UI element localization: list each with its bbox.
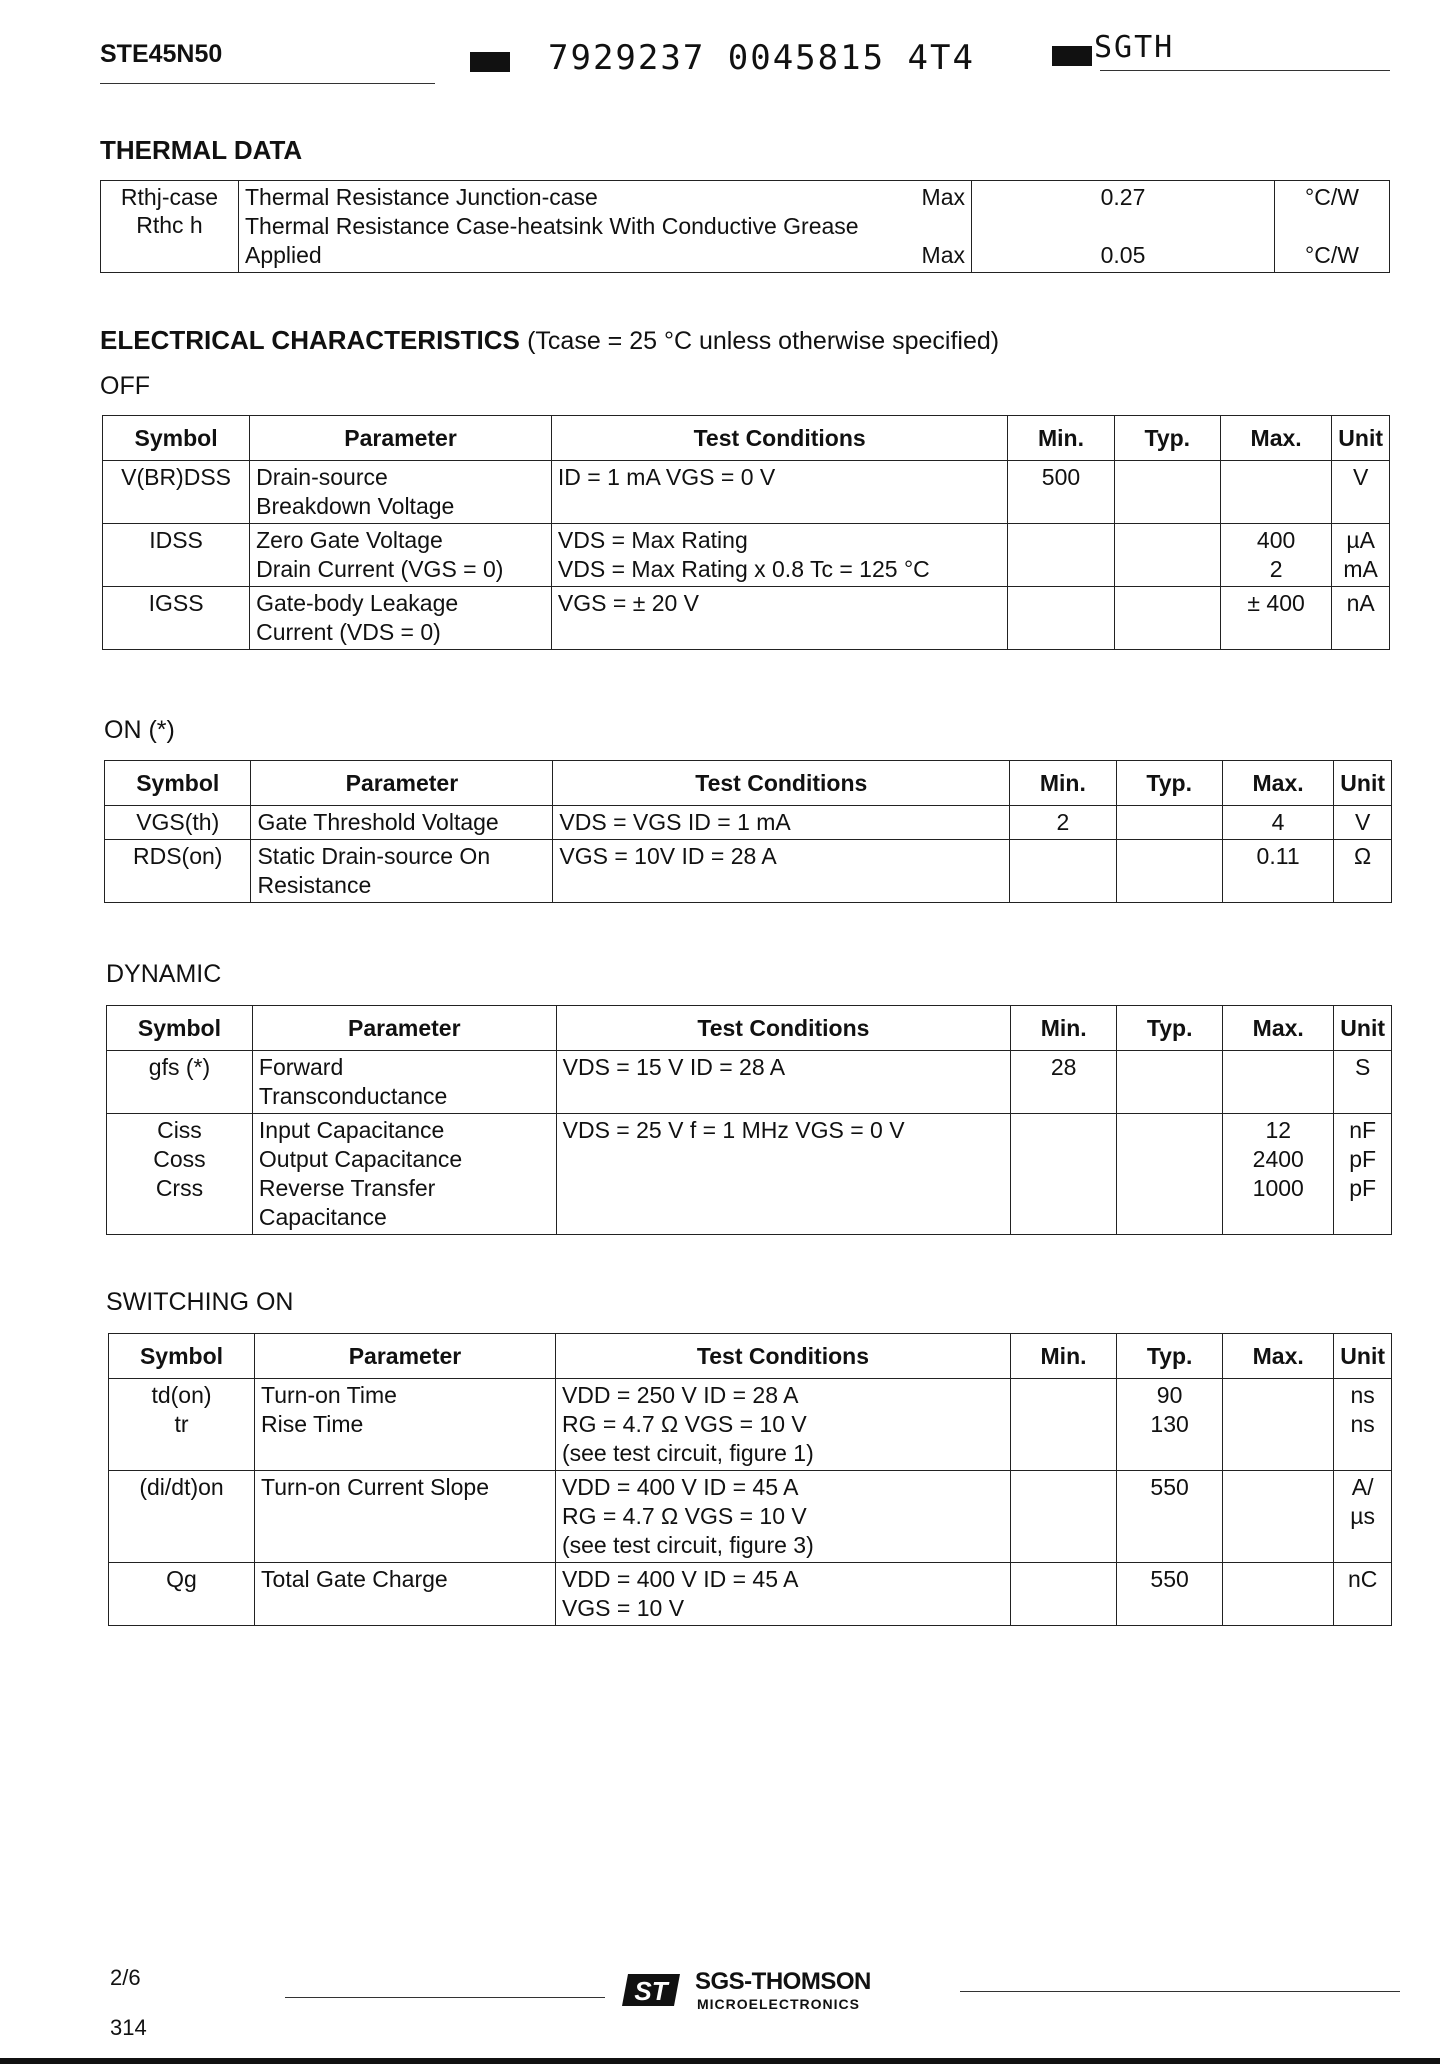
switching-table (108, 1333, 1392, 1626)
cell-min (1010, 1471, 1116, 1563)
column-header-min: Min. (1010, 1334, 1116, 1379)
on-table (104, 760, 1392, 903)
electrical-title (100, 325, 999, 356)
cell-unit: ns ns (1334, 1379, 1392, 1471)
thermal-value: 0.27 (1100, 184, 1146, 210)
column-header-parameter: Parameter (255, 1334, 556, 1379)
cell-parameter: Turn-on Current Slope (255, 1471, 556, 1563)
thermal-parameter: Thermal Resistance Junction-case (245, 184, 598, 210)
thermal-units (1275, 181, 1390, 273)
cell-unit: S (1334, 1051, 1392, 1114)
thermal-symbols (101, 181, 239, 273)
cell-test: VGS = 10V ID = 28 A (553, 840, 1010, 903)
header-rule-right (1100, 70, 1390, 71)
brand-name: SGS-THOMSON (695, 1968, 871, 1995)
cell-symbol: td(on) tr (109, 1379, 255, 1471)
st-logo (622, 1972, 682, 2008)
cell-test: VDD = 400 V ID = 45 A VGS = 10 V (555, 1563, 1010, 1626)
cell-max: 4 (1222, 806, 1333, 840)
thermal-symbol: Rthc h (136, 212, 203, 238)
cell-typ (1114, 461, 1220, 524)
cell-parameter: Forward Transconductance (252, 1051, 556, 1114)
cell-max: 400 2 (1220, 524, 1331, 587)
on-title: ON (*) (104, 716, 175, 744)
header-row (103, 416, 1390, 461)
cell-typ (1114, 587, 1220, 650)
cell-max (1220, 461, 1331, 524)
column-header-parameter: Parameter (252, 1006, 556, 1051)
column-header-symbol: Symbol (107, 1006, 253, 1051)
table-row (109, 1379, 1392, 1471)
cell-min (1011, 1114, 1117, 1235)
page-indicator: 2/6 (110, 1965, 141, 1990)
cell-max: ± 400 (1220, 587, 1331, 650)
page-number: 314 (110, 2015, 147, 2040)
cell-unit: Ω (1334, 840, 1392, 903)
off-table (102, 415, 1390, 650)
column-header-min: Min. (1011, 1006, 1117, 1051)
footer-rule-left (285, 1997, 605, 1998)
cell-symbol: VGS(th) (105, 806, 251, 840)
column-header-unit: Unit (1334, 1334, 1392, 1379)
cell-min: 2 (1010, 806, 1116, 840)
thermal-limit: Max (921, 184, 965, 210)
dynamic-title: DYNAMIC (106, 960, 222, 988)
cell-test: ID = 1 mA VGS = 0 V (551, 461, 1007, 524)
cell-test: VDS = VGS ID = 1 mA (553, 806, 1010, 840)
dynamic-table (106, 1005, 1392, 1235)
cell-parameter: Total Gate Charge (255, 1563, 556, 1626)
header-row (109, 1334, 1392, 1379)
scan-suffix: SGTH (1094, 30, 1175, 65)
column-header-parameter: Parameter (251, 761, 553, 806)
cell-symbol: gfs (*) (107, 1051, 253, 1114)
cell-max (1223, 1563, 1334, 1626)
cell-symbol: IGSS (103, 587, 250, 650)
column-header-max: Max. (1223, 1006, 1334, 1051)
cell-min (1010, 840, 1116, 903)
cell-typ (1117, 1114, 1223, 1235)
thermal-table (100, 180, 1390, 273)
cell-test: VDS = Max Rating VDS = Max Rating x 0.8 Tc = 125 °C (551, 524, 1007, 587)
column-header-symbol: Symbol (103, 416, 250, 461)
footer-rule-right (960, 1991, 1400, 1992)
table-row (109, 1471, 1392, 1563)
cell-parameter: Drain-source Breakdown Voltage (250, 461, 552, 524)
column-header-test: Test Conditions (553, 761, 1010, 806)
thermal-parameter: Thermal Resistance Case-heatsink With Conductive Grease Applied (245, 213, 859, 268)
column-header-unit: Unit (1332, 416, 1390, 461)
cell-test: VDD = 400 V ID = 45 A RG = 4.7 Ω VGS = 10 V (see test circuit, figure 3) (555, 1471, 1010, 1563)
column-header-test: Test Conditions (551, 416, 1007, 461)
column-header-test: Test Conditions (555, 1334, 1010, 1379)
cell-symbol: Qg (109, 1563, 255, 1626)
brand-subtitle: MICROELECTRONICS (697, 1996, 860, 2012)
table-row (105, 840, 1392, 903)
cell-unit: V (1334, 806, 1392, 840)
cell-test: VDS = 25 V f = 1 MHz VGS = 0 V (556, 1114, 1011, 1235)
table-row (103, 524, 1390, 587)
column-header-typ: Typ. (1114, 416, 1220, 461)
column-header-typ: Typ. (1116, 761, 1222, 806)
switching-title: SWITCHING ON (106, 1288, 294, 1316)
cell-parameter: Static Drain-source On Resistance (251, 840, 553, 903)
scan-code: 7929237 0045815 4T4 (548, 38, 975, 78)
cell-max: 0.11 (1222, 840, 1333, 903)
electrical-title-text: ELECTRICAL CHARACTERISTICS (100, 325, 520, 355)
cell-unit: A/µs (1334, 1471, 1392, 1563)
cell-unit: V (1332, 461, 1390, 524)
column-header-min: Min. (1010, 761, 1116, 806)
table-row (105, 806, 1392, 840)
table-row (107, 1114, 1392, 1235)
column-header-unit: Unit (1334, 761, 1392, 806)
cell-typ: 550 (1117, 1471, 1223, 1563)
column-header-typ: Typ. (1117, 1006, 1223, 1051)
column-header-max: Max. (1220, 416, 1331, 461)
cell-symbol: V(BR)DSS (103, 461, 250, 524)
header-row (105, 761, 1392, 806)
cell-max (1223, 1379, 1334, 1471)
scan-block-mark-2 (1052, 46, 1092, 66)
column-header-max: Max. (1222, 761, 1333, 806)
thermal-values (972, 181, 1275, 273)
thermal-title: THERMAL DATA (100, 135, 303, 165)
column-header-test: Test Conditions (556, 1006, 1011, 1051)
table-row (103, 587, 1390, 650)
cell-min: 28 (1011, 1051, 1117, 1114)
cell-test: VGS = ± 20 V (551, 587, 1007, 650)
column-header-min: Min. (1008, 416, 1114, 461)
header-row (107, 1006, 1392, 1051)
cell-max (1223, 1471, 1334, 1563)
thermal-symbol: Rthj-case (120, 184, 219, 210)
cell-symbol: (di/dt)on (109, 1471, 255, 1563)
column-header-max: Max. (1223, 1334, 1334, 1379)
scan-block-mark (470, 52, 510, 72)
cell-min: 500 (1008, 461, 1114, 524)
cell-parameter: Gate-body Leakage Current (VDS = 0) (250, 587, 552, 650)
table-row (103, 461, 1390, 524)
cell-typ: 550 (1117, 1563, 1223, 1626)
cell-parameter: Input Capacitance Output Capacitance Reverse Transfer Capacitance (252, 1114, 556, 1235)
cell-typ (1117, 1051, 1223, 1114)
cell-test: VDS = 15 V ID = 28 A (556, 1051, 1011, 1114)
thermal-unit: °C/W (1305, 184, 1359, 210)
cell-parameter: Zero Gate Voltage Drain Current (VGS = 0) (250, 524, 552, 587)
table-row (107, 1051, 1392, 1114)
thermal-unit: °C/W (1305, 242, 1359, 268)
thermal-parameters (239, 181, 972, 273)
cell-max: 12 2400 1000 (1223, 1114, 1334, 1235)
cell-min (1010, 1379, 1116, 1471)
off-title: OFF (100, 372, 150, 400)
column-header-unit: Unit (1334, 1006, 1392, 1051)
cell-typ (1114, 524, 1220, 587)
cell-typ (1116, 806, 1222, 840)
thermal-value: 0.05 (1100, 242, 1146, 268)
cell-symbol: Ciss Coss Crss (107, 1114, 253, 1235)
thermal-limit: Max (921, 242, 965, 268)
cell-min (1008, 524, 1114, 587)
cell-unit: µA mA (1332, 524, 1390, 587)
column-header-parameter: Parameter (250, 416, 552, 461)
cell-parameter: Gate Threshold Voltage (251, 806, 553, 840)
cell-unit: nC (1334, 1563, 1392, 1626)
st-logo-text: ST (634, 1976, 668, 2006)
header-rule (100, 83, 435, 84)
cell-unit: nF pF pF (1334, 1114, 1392, 1235)
column-header-symbol: Symbol (105, 761, 251, 806)
bottom-border (0, 2058, 1440, 2064)
cell-typ: 90 130 (1117, 1379, 1223, 1471)
electrical-condition: (Tcase = 25 °C unless otherwise specified) (527, 327, 1000, 355)
cell-symbol: IDSS (103, 524, 250, 587)
cell-symbol: RDS(on) (105, 840, 251, 903)
column-header-typ: Typ. (1117, 1334, 1223, 1379)
part-number: STE45N50 (100, 40, 223, 68)
cell-test: VDD = 250 V ID = 28 A RG = 4.7 Ω VGS = 10 V (see test circuit, figure 1) (555, 1379, 1010, 1471)
cell-min (1008, 587, 1114, 650)
cell-typ (1116, 840, 1222, 903)
column-header-symbol: Symbol (109, 1334, 255, 1379)
cell-unit: nA (1332, 587, 1390, 650)
cell-max (1223, 1051, 1334, 1114)
cell-parameter: Turn-on Time Rise Time (255, 1379, 556, 1471)
cell-min (1010, 1563, 1116, 1626)
table-row (109, 1563, 1392, 1626)
